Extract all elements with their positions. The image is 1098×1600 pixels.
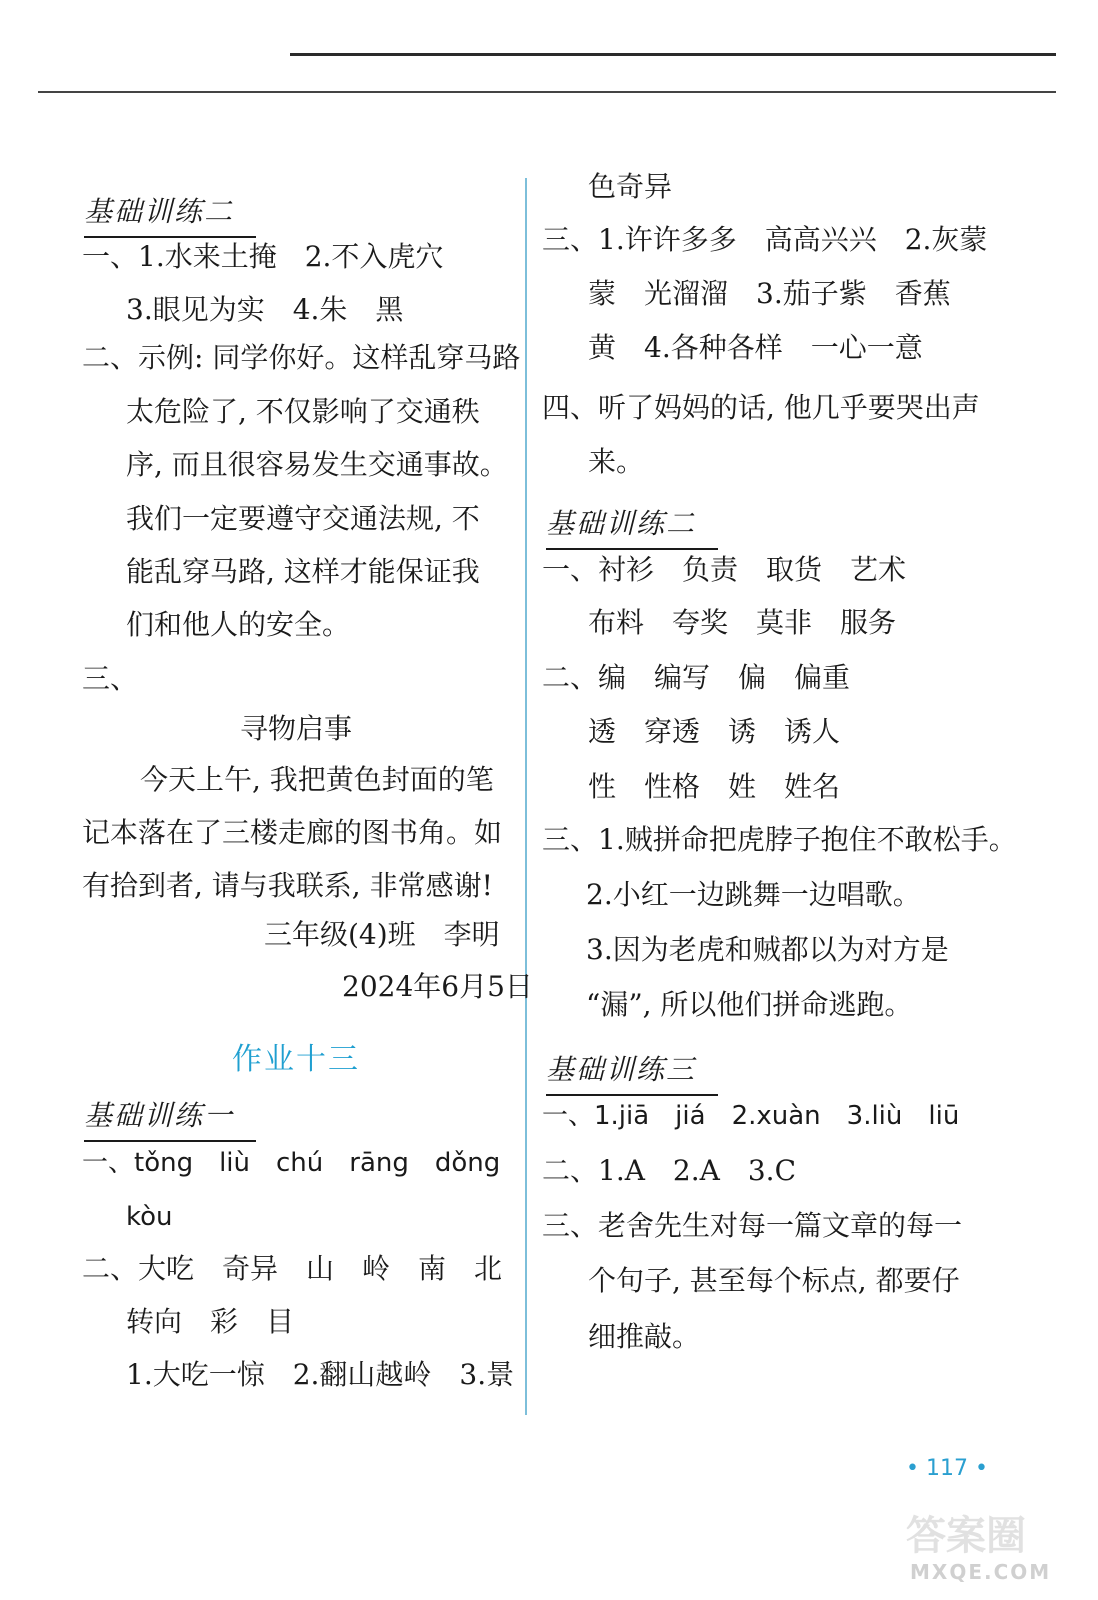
- bullet-icon: •: [906, 1456, 919, 1481]
- answer-line: 能乱穿马路, 这样才能保证我: [126, 555, 480, 588]
- answer-line: 转向 彩 目: [126, 1305, 295, 1338]
- section-title-text: 基础训练三: [546, 1053, 697, 1086]
- pinyin-line: 一、1.jiā jiá 2.xuàn 3.liù liū: [542, 1101, 960, 1131]
- answer-line: 一、1.水来土掩 2.不入虎穴: [82, 240, 444, 273]
- section-title: [546, 502, 696, 546]
- answer-line: 3.因为老虎和贼都以为对方是: [586, 933, 949, 966]
- answer-line: 2.小红一边跳舞一边唱歌。: [586, 878, 921, 911]
- watermark-logo: 答案圈: [906, 1513, 1026, 1559]
- notice-line: 今天上午, 我把黄色封面的笔: [140, 763, 494, 796]
- notice-signature: 三年级(4)班 李明: [264, 918, 500, 951]
- answer-line: 二、编 编写 偏 偏重: [542, 661, 851, 694]
- answer-line: 3.眼见为实 4.朱 黑: [126, 293, 404, 326]
- section-title: [546, 1048, 696, 1092]
- section-underline: [84, 1140, 256, 1142]
- answer-line: 三、老舍先生对每一篇文章的每一: [542, 1209, 963, 1242]
- section-underline: [546, 548, 718, 550]
- answer-line: 色奇异: [588, 170, 673, 203]
- notice-date: 2024年6月5日: [342, 970, 533, 1003]
- answer-line: 三、1.贼拼命把虎脖子抱住不敢松手。: [542, 823, 1017, 856]
- answer-line: 序, 而且很容易发生交通事故。: [126, 448, 508, 481]
- answer-line: 透 穿透 诱 诱人: [588, 715, 841, 748]
- section-title-text: 基础训练二: [84, 195, 235, 228]
- answer-line: 细推敲。: [588, 1320, 701, 1353]
- answer-line: 黄 4.各种各样 一心一意: [588, 331, 923, 364]
- answer-line: 二、大吃 奇异 山 岭 南 北: [82, 1252, 503, 1285]
- answer-line: “漏”, 所以他们拼命逃跑。: [586, 988, 913, 1021]
- answer-line: 一、衬衫 负责 取货 艺术: [542, 553, 907, 586]
- answer-line: 个句子, 甚至每个标点, 都要仔: [588, 1264, 960, 1297]
- answer-line: 来。: [588, 445, 645, 478]
- pinyin-line: kòu: [126, 1202, 173, 1232]
- page-number: [906, 1456, 988, 1481]
- answer-line: 四、听了妈妈的话, 他几乎要哭出声: [542, 391, 980, 424]
- column-divider: [525, 178, 527, 1415]
- answer-line: 1.大吃一惊 2.翻山越岭 3.景: [126, 1358, 515, 1391]
- answer-line: 二、示例: 同学你好。这样乱穿马路: [82, 341, 521, 374]
- section-title-text: 基础训练二: [546, 507, 697, 540]
- answer-line: 三、1.许许多多 高高兴兴 2.灰蒙: [542, 223, 988, 256]
- pinyin-line: 一、tǒng liù chú rāng dǒng: [82, 1148, 501, 1178]
- notice-title: 寻物启事: [240, 712, 353, 745]
- answer-line: 三、: [82, 662, 139, 695]
- answer-line: 蒙 光溜溜 3.茄子紫 香蕉: [588, 277, 951, 310]
- notice-line: 记本落在了三楼走廊的图书角。如: [82, 816, 503, 849]
- bullet-icon: •: [974, 1456, 988, 1481]
- answer-line: 们和他人的安全。: [126, 608, 351, 641]
- page-number-text: 117: [925, 1456, 968, 1481]
- answer-line: 布料 夸奖 莫非 服务: [588, 606, 897, 639]
- section-title: [84, 190, 234, 234]
- notice-line: 有拾到者, 请与我联系, 非常感谢!: [82, 869, 493, 902]
- answer-line: 我们一定要遵守交通法规, 不: [126, 502, 480, 535]
- section-title-text: 基础训练一: [84, 1099, 235, 1132]
- header-rule-top: [290, 53, 1056, 56]
- watermark-url: MXQE.COM: [910, 1560, 1052, 1584]
- section-underline: [84, 236, 256, 238]
- answer-line: 太危险了, 不仅影响了交通秩: [126, 395, 480, 428]
- header-rule-bottom: [38, 91, 1056, 93]
- section-underline: [546, 1094, 718, 1096]
- answer-line: 二、1.A 2.A 3.C: [542, 1154, 797, 1187]
- homework-title: 作业十三: [232, 1042, 360, 1077]
- answer-line: 性 性格 姓 姓名: [588, 770, 841, 803]
- section-title: [84, 1094, 234, 1138]
